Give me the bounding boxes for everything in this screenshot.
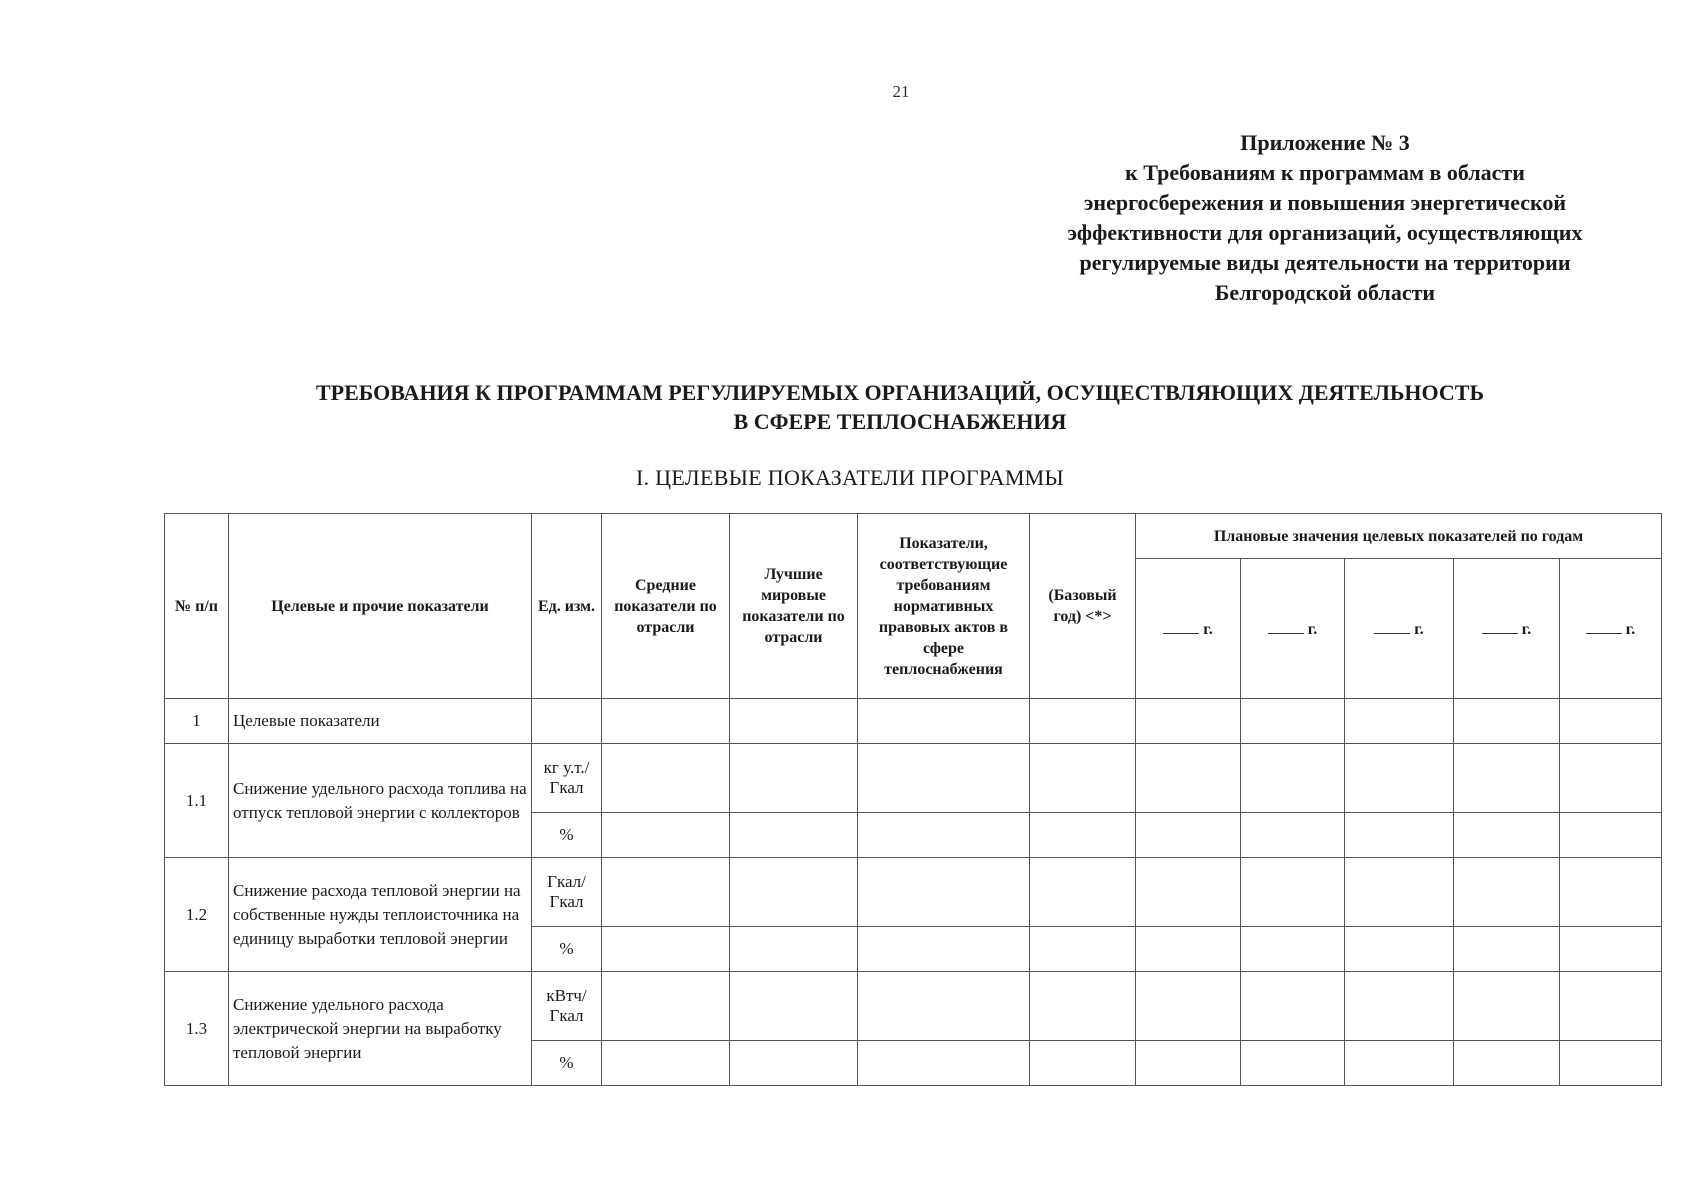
row-label: Снижение удельного расхода топлива на отпуск тепловой энергии с коллекторов [229, 744, 532, 858]
row-num: 1.1 [165, 744, 229, 858]
title-line-1: ТРЕБОВАНИЯ К ПРОГРАММАМ РЕГУЛИРУЕМЫХ ОРГАНИЗАЦИЙ, ОСУЩЕСТВЛЯЮЩИХ ДЕЯТЕЛЬНОСТЬ [315, 380, 1485, 405]
header-year: г. [1136, 559, 1241, 699]
row-unit: кВтч/ Гкал [532, 972, 602, 1041]
section-title: I. ЦЕЛЕВЫЕ ПОКАЗАТЕЛИ ПРОГРАММЫ [635, 465, 1065, 490]
page-number: 21 [892, 82, 910, 101]
row-num: 1.2 [165, 858, 229, 972]
row-label: Снижение расхода тепловой энергии на собственные нужды теплоисточника на единицу выработки тепловой энергии [229, 858, 532, 972]
header-num: № п/п [165, 514, 229, 699]
header-year: г. [1241, 559, 1345, 699]
appendix-heading [1010, 128, 1640, 308]
table-row [165, 744, 1662, 813]
document-title [200, 378, 1600, 436]
header-best: Лучшие мировые показатели по отрасли [730, 514, 858, 699]
row-unit: кг у.т./ Гкал [532, 744, 602, 813]
row-unit: % [532, 1041, 602, 1086]
row-unit: % [532, 927, 602, 972]
target-indicators-table [164, 513, 1662, 1086]
appendix-line: Приложение № 3 [1240, 130, 1410, 155]
header-planned: Плановые значения целевых показателей по годам [1136, 514, 1662, 559]
header-avg: Средние показатели по отрасли [602, 514, 730, 699]
title-line-2: В СФЕРЕ ТЕПЛОСНАБЖЕНИЯ [733, 409, 1067, 434]
header-year: г. [1345, 559, 1454, 699]
header-year: г. [1560, 559, 1662, 699]
header-normative: Показатели, соответствующие требованиям нормативных правовых актов в сфере теплоснабжения [858, 514, 1030, 699]
row-num: 1 [165, 699, 229, 744]
header-indicator: Целевые и прочие показатели [229, 514, 532, 699]
appendix-line: эффективности для организаций, осуществляющих [1067, 220, 1583, 245]
table-row [165, 858, 1662, 927]
row-label: Целевые показатели [229, 699, 532, 744]
appendix-line: Белгородской области [1214, 280, 1436, 305]
table-row [165, 972, 1662, 1041]
header-unit: Ед. изм. [532, 514, 602, 699]
table-row [165, 699, 1662, 744]
appendix-line: регулируемые виды деятельности на территории [1079, 250, 1571, 275]
header-base-year: (Базовый год) <*> [1030, 514, 1136, 699]
header-year: г. [1454, 559, 1560, 699]
row-unit: % [532, 813, 602, 858]
row-unit: Гкал/ Гкал [532, 858, 602, 927]
row-label: Снижение удельного расхода электрической энергии на выработку тепловой энергии [229, 972, 532, 1086]
row-num: 1.3 [165, 972, 229, 1086]
appendix-line: к Требованиям к программам в области [1125, 160, 1525, 185]
appendix-line: энергосбережения и повышения энергетической [1083, 190, 1567, 215]
